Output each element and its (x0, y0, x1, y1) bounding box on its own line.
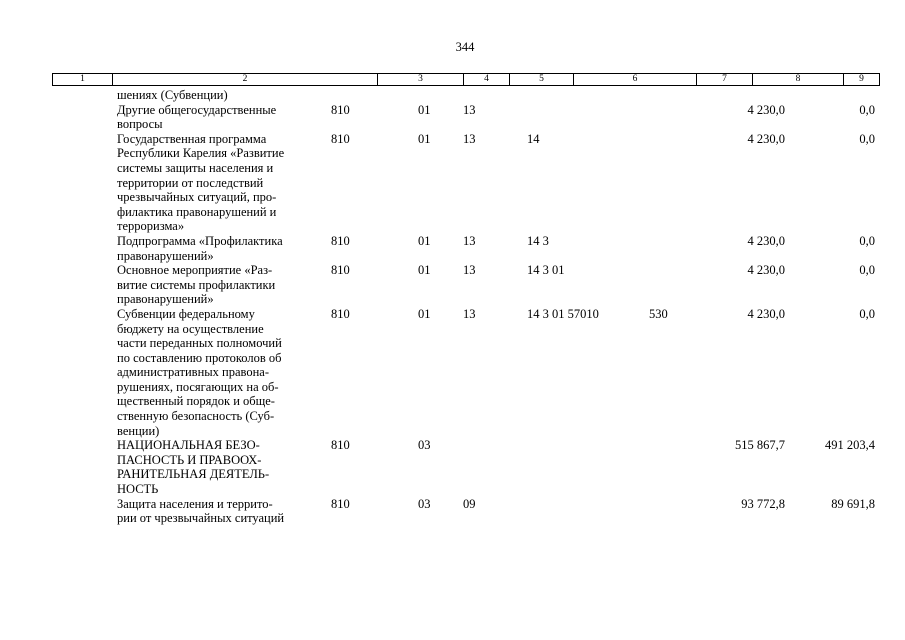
row-col-4: 01 (418, 233, 431, 248)
row-name (117, 438, 327, 496)
row-name-line: чрезвычайных ситуаций, про- (117, 190, 277, 205)
row-col-9: 0,0 (859, 306, 875, 321)
row-name-line: Основное мероприятие «Раз- (117, 263, 273, 278)
table-row (0, 497, 905, 526)
row-col-8: 4 230,0 (747, 131, 785, 146)
row-name (117, 263, 327, 307)
row-name-line: филактика правонарушений и (117, 204, 277, 219)
row-col-8: 4 230,0 (747, 233, 785, 248)
row-col-9: 0,0 (859, 233, 875, 248)
row-name-line: вопросы (117, 117, 163, 132)
row-col-9: 0,0 (859, 263, 875, 278)
row-name-line: венции) (117, 423, 160, 438)
row-name (117, 103, 327, 132)
row-name-line: правонарушений» (117, 248, 214, 263)
row-name-line: ПАСНОСТЬ И ПРАВООХ- (117, 452, 262, 467)
row-col-5: 13 (463, 306, 476, 321)
table-row (0, 234, 905, 263)
row-name-line: Республики Карелия «Развитие (117, 146, 285, 161)
row-name-line: РАНИТЕЛЬНАЯ ДЕЯТЕЛЬ- (117, 467, 270, 482)
table-row (0, 438, 905, 496)
row-col-8: 93 772,8 (741, 496, 785, 511)
row-col-4: 01 (418, 102, 431, 117)
row-col-6: 14 3 (527, 233, 549, 248)
table-header-row (52, 73, 880, 86)
header-col-1: 1 (53, 74, 113, 85)
row-col-9: 491 203,4 (825, 438, 875, 453)
row-col-6: 14 3 01 57010 (527, 306, 599, 321)
row-col-3: 810 (331, 496, 350, 511)
row-name (117, 234, 327, 263)
row-name-line: ственную безопасность (Суб- (117, 409, 275, 424)
row-col-3: 810 (331, 263, 350, 278)
row-col-5: 09 (463, 496, 476, 511)
row-col-4: 03 (418, 496, 431, 511)
row-name-line: шениях (Субвенции) (117, 88, 228, 102)
row-name-line: правонарушений» (117, 292, 214, 307)
row-name (117, 132, 327, 234)
row-name-line: Государственная программа (117, 131, 267, 146)
header-col-7: 7 (697, 74, 753, 85)
row-col-3: 810 (331, 102, 350, 117)
table-row (0, 263, 905, 307)
header-col-2: 2 (113, 74, 378, 85)
row-name-line: административных правона- (117, 365, 269, 380)
row-name (117, 497, 327, 526)
row-col-5: 13 (463, 102, 476, 117)
row-col-8: 4 230,0 (747, 306, 785, 321)
row-col-4: 01 (418, 131, 431, 146)
row-name (117, 307, 327, 438)
row-col-4: 01 (418, 263, 431, 278)
row-name-line: Другие общегосударственные (117, 102, 277, 117)
row-col-6: 14 3 01 (527, 263, 565, 278)
row-col-3: 810 (331, 438, 350, 453)
header-col-4: 4 (464, 74, 510, 85)
row-col-3: 810 (331, 306, 350, 321)
page-number: 344 (455, 40, 475, 54)
row-name-line: НАЦИОНАЛЬНАЯ БЕЗО- (117, 438, 260, 453)
header-col-3: 3 (378, 74, 464, 85)
row-name-line: территории от последствий (117, 175, 264, 190)
row-col-5: 13 (463, 263, 476, 278)
table-row (0, 103, 905, 132)
row-col-9: 0,0 (859, 102, 875, 117)
row-col-9: 0,0 (859, 131, 875, 146)
header-col-9: 9 (859, 74, 864, 84)
table-row (0, 307, 905, 438)
header-col-8: 8 (753, 74, 844, 85)
row-name-line: по составлению протоколов об (117, 350, 282, 365)
table-row (0, 132, 905, 234)
row-name (117, 88, 327, 103)
row-col-7: 530 (649, 306, 668, 321)
row-name-line: Защита населения и террито- (117, 496, 273, 511)
row-col-3: 810 (331, 131, 350, 146)
row-col-4: 01 (418, 306, 431, 321)
row-col-5: 13 (463, 131, 476, 146)
row-name-line: части переданных полномочий (117, 336, 282, 351)
row-col-8: 515 867,7 (735, 438, 785, 453)
row-name-line: витие системы профилактики (117, 277, 276, 292)
row-col-6: 14 (527, 131, 540, 146)
row-name-line: терроризма» (117, 219, 185, 234)
row-name-line: бюджету на осуществление (117, 321, 264, 336)
row-name-line: рушениях, посягающих на об- (117, 379, 279, 394)
row-name-line: НОСТЬ (117, 482, 159, 497)
row-name-line: системы защиты населения и (117, 160, 274, 175)
row-name-line: рии от чрезвычайных ситуаций (117, 511, 285, 526)
row-col-4: 03 (418, 438, 431, 453)
row-name-line: Подпрограмма «Профилактика (117, 233, 283, 248)
row-col-8: 4 230,0 (747, 263, 785, 278)
header-col-5: 5 (510, 74, 574, 85)
row-col-9: 89 691,8 (831, 496, 875, 511)
header-col-6: 6 (574, 74, 697, 85)
row-col-5: 13 (463, 233, 476, 248)
table-body (0, 88, 905, 526)
row-col-3: 810 (331, 233, 350, 248)
row-name-line: щественный порядок и обще- (117, 394, 275, 409)
row-name-line: Субвенции федеральному (117, 306, 255, 321)
table-row (0, 88, 905, 103)
row-col-8: 4 230,0 (747, 102, 785, 117)
